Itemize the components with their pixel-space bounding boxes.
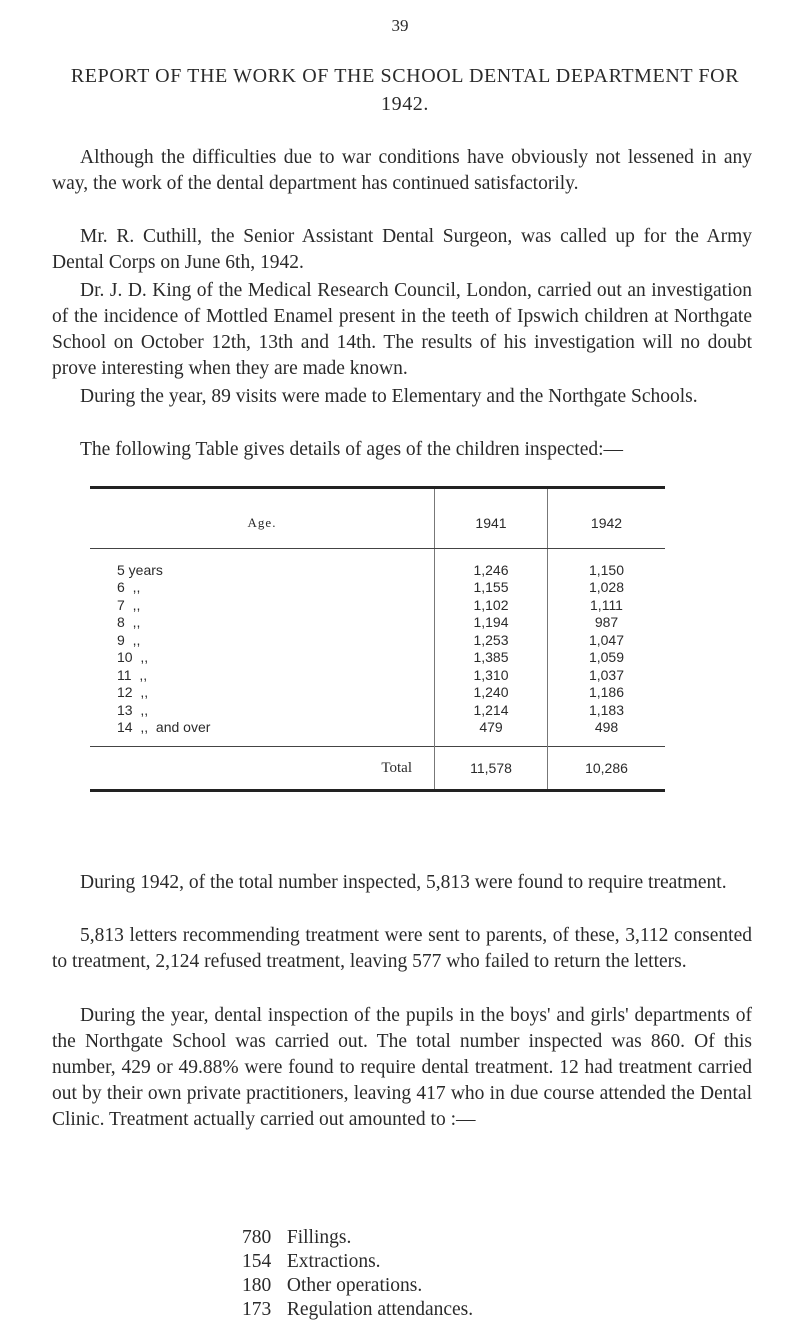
paragraph-cuthill: Mr. R. Cuthill, the Senior Assistant Dental Surgeon, was called up for the Army Dental Corps on June 6th, 1942.: [52, 226, 752, 273]
paragraph-letters: 5,813 letters recommending treatment were sent to parents, of these, 3,112 consented to treatment, 2,124 refused treatment, leaving 577 who failed to return the letters.: [52, 925, 752, 972]
count-1942-cell: 1,047: [548, 631, 666, 649]
table-row: [90, 649, 665, 667]
treatment-label: Fillings.: [286, 1227, 352, 1248]
paragraph-visits: During the year, 89 visits were made to Elementary and the Northgate Schools.: [80, 386, 698, 407]
treatment-count: 154: [242, 1251, 272, 1272]
paragraph-require-treatment: During 1942, of the total number inspected, 5,813 were found to require treatment.: [80, 872, 727, 893]
age-cell: 14 ,, and over: [117, 719, 211, 736]
paragraph-intro: Although the difficulties due to war conditions have obviously not lessened in any way, the work of the dental department has continued satisfactorily.: [52, 147, 752, 194]
count-1941-cell: 1,385: [435, 649, 548, 667]
count-1941-cell: 1,214: [435, 701, 548, 719]
paragraph-northgate: During the year, dental inspection of the pupils in the boys' and girls' departments of the Northgate School was carried out. The total number inspected was 860. Of this number, 429 or 49.88% were found to require dental treatment. 12 had treatment carried out by their own private practitioners, leaving 417 who in due course attended the Dental Clinic. Treatment actually carried out amounted to :—: [52, 1005, 752, 1130]
count-1941-cell: 1,240: [435, 684, 548, 702]
count-1941-cell: 1,194: [435, 614, 548, 632]
treatment-label: Extractions.: [286, 1251, 381, 1272]
total-1941-cell: 11,578: [435, 747, 548, 791]
treatment-label: Other operations.: [286, 1275, 423, 1296]
table-row: [90, 631, 665, 649]
count-1941-cell: 1,155: [435, 579, 548, 597]
table-row: [90, 684, 665, 702]
count-1942-cell: 1,059: [548, 649, 666, 667]
count-1941-cell: 1,246: [435, 549, 548, 579]
age-cell: 8 ,,: [117, 614, 141, 631]
table-header-row: [90, 488, 665, 549]
count-1942-cell: 1,186: [548, 684, 666, 702]
list-item: [242, 1298, 473, 1322]
treatment-list: [242, 1226, 473, 1322]
page-title: REPORT OF THE WORK OF THE SCHOOL DENTAL DEPARTMENT FOR 1942.: [70, 65, 740, 115]
age-cell: 5 years: [117, 561, 163, 578]
age-cell: 10 ,,: [117, 649, 149, 666]
count-1942-cell: 1,037: [548, 666, 666, 684]
treatment-count: 173: [242, 1299, 272, 1320]
age-cell: 7 ,,: [117, 596, 141, 613]
treatment-label: Regulation attendances.: [286, 1299, 474, 1320]
count-1941-cell: 1,102: [435, 596, 548, 614]
count-1942-cell: 1,150: [548, 549, 666, 579]
age-cell: 12 ,,: [117, 684, 149, 701]
count-1941-cell: 1,310: [435, 666, 548, 684]
table-row: [90, 666, 665, 684]
table-row: [90, 579, 665, 597]
count-1942-cell: 1,183: [548, 701, 666, 719]
list-item: [242, 1226, 473, 1250]
treatment-count: 780: [242, 1227, 272, 1248]
paragraph-king: Dr. J. D. King of the Medical Research Council, London, carried out an investigation of the incidence of Mottled Enamel present in the teeth of Ipswich children at Northgate School on October 12th, 13th and 14th. The results of his investigation will no doubt prove interesting when they are made known.: [52, 280, 752, 379]
total-1942-cell: 10,286: [548, 747, 666, 791]
age-cell: 6 ,,: [117, 579, 141, 596]
table-row: [90, 596, 665, 614]
table-row: [90, 614, 665, 632]
list-item: [242, 1250, 473, 1274]
table-row: [90, 701, 665, 719]
age-column-header: Age.: [90, 488, 435, 549]
list-item: [242, 1274, 473, 1298]
age-cell: 13 ,,: [117, 701, 149, 718]
age-cell: 9 ,,: [117, 631, 141, 648]
count-1942-cell: 1,111: [548, 596, 666, 614]
table-row: [90, 719, 665, 747]
year-1942-column-header: 1942: [548, 488, 666, 549]
age-cell: 11 ,,: [117, 666, 148, 683]
count-1942-cell: 987: [548, 614, 666, 632]
page-number: 39: [391, 16, 409, 35]
count-1942-cell: 498: [548, 719, 666, 747]
ages-table: [90, 486, 665, 792]
paragraph-table-intro: The following Table gives details of ages of the children inspected:—: [80, 439, 624, 460]
count-1941-cell: 1,253: [435, 631, 548, 649]
table-total-row: [90, 747, 665, 791]
treatment-count: 180: [242, 1275, 272, 1296]
year-1941-column-header: 1941: [435, 488, 548, 549]
count-1942-cell: 1,028: [548, 579, 666, 597]
total-label: Total: [90, 747, 435, 791]
count-1941-cell: 479: [435, 719, 548, 747]
table-row: [90, 549, 665, 579]
